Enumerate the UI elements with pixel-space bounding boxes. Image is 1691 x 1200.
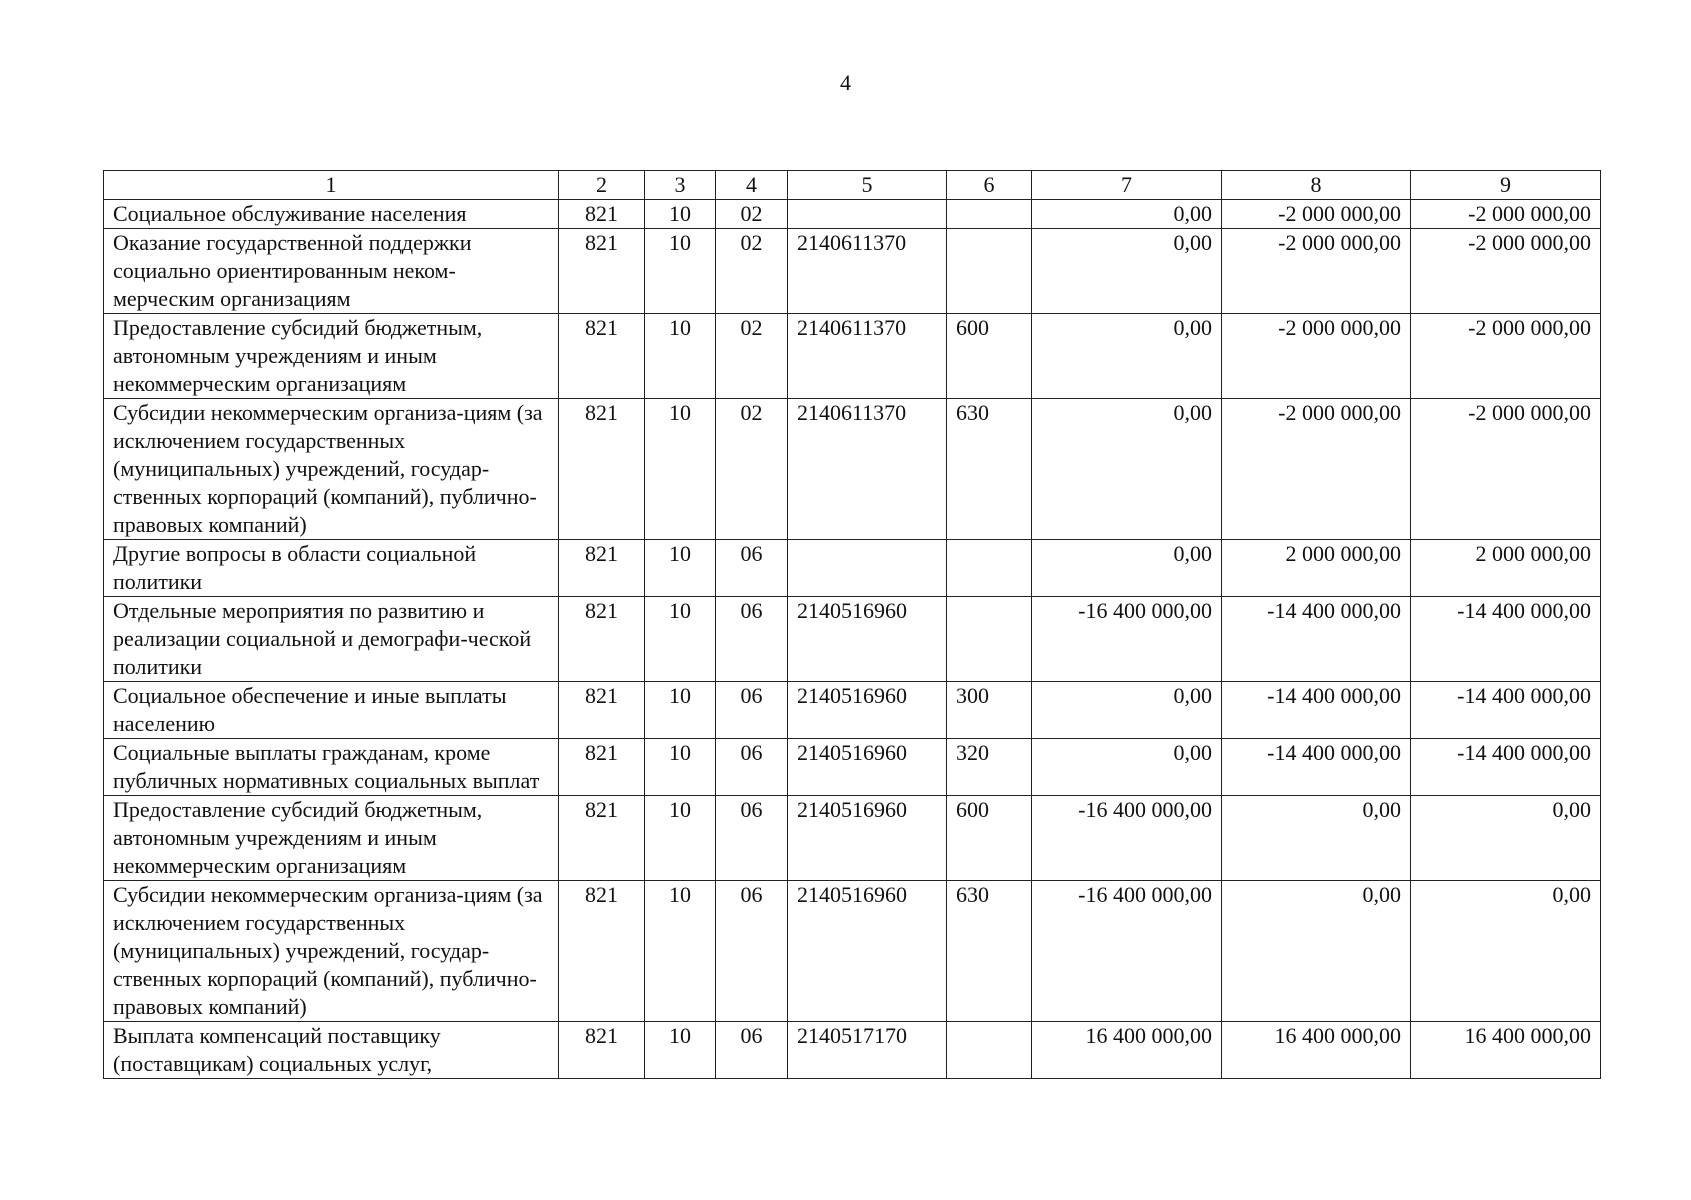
row-name: Субсидии некоммерческим организа-циям (за исключением государственных (муниципальных) учреждений, государ-ственных корпораций (компаний), публично-правовых компаний) [104, 399, 559, 540]
cell-col8: 2 000 000,00 [1222, 540, 1411, 597]
cell-pr: 06 [716, 597, 788, 682]
cell-pr: 06 [716, 739, 788, 796]
cell-rz: 10 [645, 314, 716, 399]
cell-col7: 0,00 [1032, 682, 1222, 739]
cell-col7: 0,00 [1032, 200, 1222, 229]
cell-csr: 2140611370 [788, 399, 947, 540]
column-header: 6 [947, 171, 1032, 200]
cell-ved: 821 [559, 796, 645, 881]
cell-rz: 10 [645, 796, 716, 881]
cell-rz: 10 [645, 399, 716, 540]
cell-ved: 821 [559, 540, 645, 597]
table-header-row [104, 171, 1601, 200]
cell-col8: -2 000 000,00 [1222, 399, 1411, 540]
cell-vr: 600 [947, 796, 1032, 881]
row-name: Оказание государственной поддержки социально ориентированным неком-мерческим организациям [104, 229, 559, 314]
cell-vr [947, 540, 1032, 597]
cell-col8: -2 000 000,00 [1222, 229, 1411, 314]
column-header: 8 [1222, 171, 1411, 200]
cell-csr: 2140611370 [788, 314, 947, 399]
cell-vr: 630 [947, 881, 1032, 1022]
cell-col9: -14 400 000,00 [1411, 739, 1601, 796]
row-name: Выплата компенсаций поставщику (поставщикам) социальных услуг, [104, 1022, 559, 1079]
column-header: 4 [716, 171, 788, 200]
cell-col8: -2 000 000,00 [1222, 314, 1411, 399]
cell-pr: 02 [716, 200, 788, 229]
cell-col9: -2 000 000,00 [1411, 229, 1601, 314]
cell-col9: -2 000 000,00 [1411, 200, 1601, 229]
cell-csr: 2140516960 [788, 796, 947, 881]
cell-col8: -14 400 000,00 [1222, 597, 1411, 682]
cell-col9: -2 000 000,00 [1411, 399, 1601, 540]
cell-pr: 02 [716, 314, 788, 399]
cell-csr: 2140517170 [788, 1022, 947, 1079]
row-name: Предоставление субсидий бюджетным, автономным учреждениям и иным некоммерческим организациям [104, 314, 559, 399]
cell-pr: 02 [716, 399, 788, 540]
cell-ved: 821 [559, 314, 645, 399]
cell-csr: 2140611370 [788, 229, 947, 314]
cell-rz: 10 [645, 200, 716, 229]
cell-csr: 2140516960 [788, 597, 947, 682]
column-header: 2 [559, 171, 645, 200]
cell-rz: 10 [645, 682, 716, 739]
table-row [104, 1022, 1601, 1079]
column-header: 5 [788, 171, 947, 200]
cell-col8: 0,00 [1222, 796, 1411, 881]
cell-col9: 0,00 [1411, 881, 1601, 1022]
cell-ved: 821 [559, 229, 645, 314]
cell-ved: 821 [559, 1022, 645, 1079]
cell-rz: 10 [645, 1022, 716, 1079]
cell-ved: 821 [559, 200, 645, 229]
cell-ved: 821 [559, 881, 645, 1022]
column-header: 3 [645, 171, 716, 200]
cell-col8: -14 400 000,00 [1222, 739, 1411, 796]
cell-ved: 821 [559, 399, 645, 540]
table-row [104, 796, 1601, 881]
cell-csr [788, 540, 947, 597]
budget-table [103, 170, 1601, 1079]
cell-col7: -16 400 000,00 [1032, 597, 1222, 682]
column-header: 9 [1411, 171, 1601, 200]
cell-csr: 2140516960 [788, 682, 947, 739]
column-header: 7 [1032, 171, 1222, 200]
cell-col7: 16 400 000,00 [1032, 1022, 1222, 1079]
table-row [104, 739, 1601, 796]
cell-col7: -16 400 000,00 [1032, 796, 1222, 881]
cell-rz: 10 [645, 597, 716, 682]
table-row [104, 314, 1601, 399]
row-name: Социальное обслуживание населения [104, 200, 559, 229]
cell-col7: 0,00 [1032, 229, 1222, 314]
cell-vr: 600 [947, 314, 1032, 399]
table-row [104, 597, 1601, 682]
cell-pr: 06 [716, 1022, 788, 1079]
cell-col8: 16 400 000,00 [1222, 1022, 1411, 1079]
cell-rz: 10 [645, 229, 716, 314]
cell-col9: -14 400 000,00 [1411, 682, 1601, 739]
cell-col8: -2 000 000,00 [1222, 200, 1411, 229]
cell-rz: 10 [645, 739, 716, 796]
cell-pr: 06 [716, 682, 788, 739]
table-row [104, 399, 1601, 540]
cell-vr: 630 [947, 399, 1032, 540]
row-name: Другие вопросы в области социальной политики [104, 540, 559, 597]
row-name: Социальные выплаты гражданам, кроме публичных нормативных социальных выплат [104, 739, 559, 796]
cell-col9: 2 000 000,00 [1411, 540, 1601, 597]
cell-col9: -2 000 000,00 [1411, 314, 1601, 399]
cell-rz: 10 [645, 881, 716, 1022]
cell-ved: 821 [559, 739, 645, 796]
cell-ved: 821 [559, 682, 645, 739]
page-number: 4 [840, 70, 851, 95]
row-name: Отдельные мероприятия по развитию и реализации социальной и демографи-ческой политики [104, 597, 559, 682]
cell-pr: 06 [716, 881, 788, 1022]
table-row [104, 200, 1601, 229]
cell-col9: -14 400 000,00 [1411, 597, 1601, 682]
cell-ved: 821 [559, 597, 645, 682]
cell-pr: 06 [716, 796, 788, 881]
row-name: Субсидии некоммерческим организа-циям (за исключением государственных (муниципальных) учреждений, государ-ственных корпораций (компаний), публично-правовых компаний) [104, 881, 559, 1022]
table-row [104, 540, 1601, 597]
column-header: 1 [104, 171, 559, 200]
cell-col7: 0,00 [1032, 739, 1222, 796]
cell-col7: 0,00 [1032, 314, 1222, 399]
cell-col9: 0,00 [1411, 796, 1601, 881]
cell-csr: 2140516960 [788, 739, 947, 796]
cell-vr [947, 597, 1032, 682]
cell-csr [788, 200, 947, 229]
cell-csr: 2140516960 [788, 881, 947, 1022]
cell-col7: -16 400 000,00 [1032, 881, 1222, 1022]
cell-vr: 300 [947, 682, 1032, 739]
cell-col9: 16 400 000,00 [1411, 1022, 1601, 1079]
cell-col8: -14 400 000,00 [1222, 682, 1411, 739]
cell-vr: 320 [947, 739, 1032, 796]
cell-col8: 0,00 [1222, 881, 1411, 1022]
cell-rz: 10 [645, 540, 716, 597]
table-row [104, 682, 1601, 739]
cell-vr [947, 200, 1032, 229]
cell-vr [947, 1022, 1032, 1079]
table-row [104, 881, 1601, 1022]
cell-col7: 0,00 [1032, 399, 1222, 540]
cell-pr: 06 [716, 540, 788, 597]
row-name: Социальное обеспечение и иные выплаты населению [104, 682, 559, 739]
table-row [104, 229, 1601, 314]
cell-pr: 02 [716, 229, 788, 314]
cell-vr [947, 229, 1032, 314]
row-name: Предоставление субсидий бюджетным, автономным учреждениям и иным некоммерческим организациям [104, 796, 559, 881]
cell-col7: 0,00 [1032, 540, 1222, 597]
